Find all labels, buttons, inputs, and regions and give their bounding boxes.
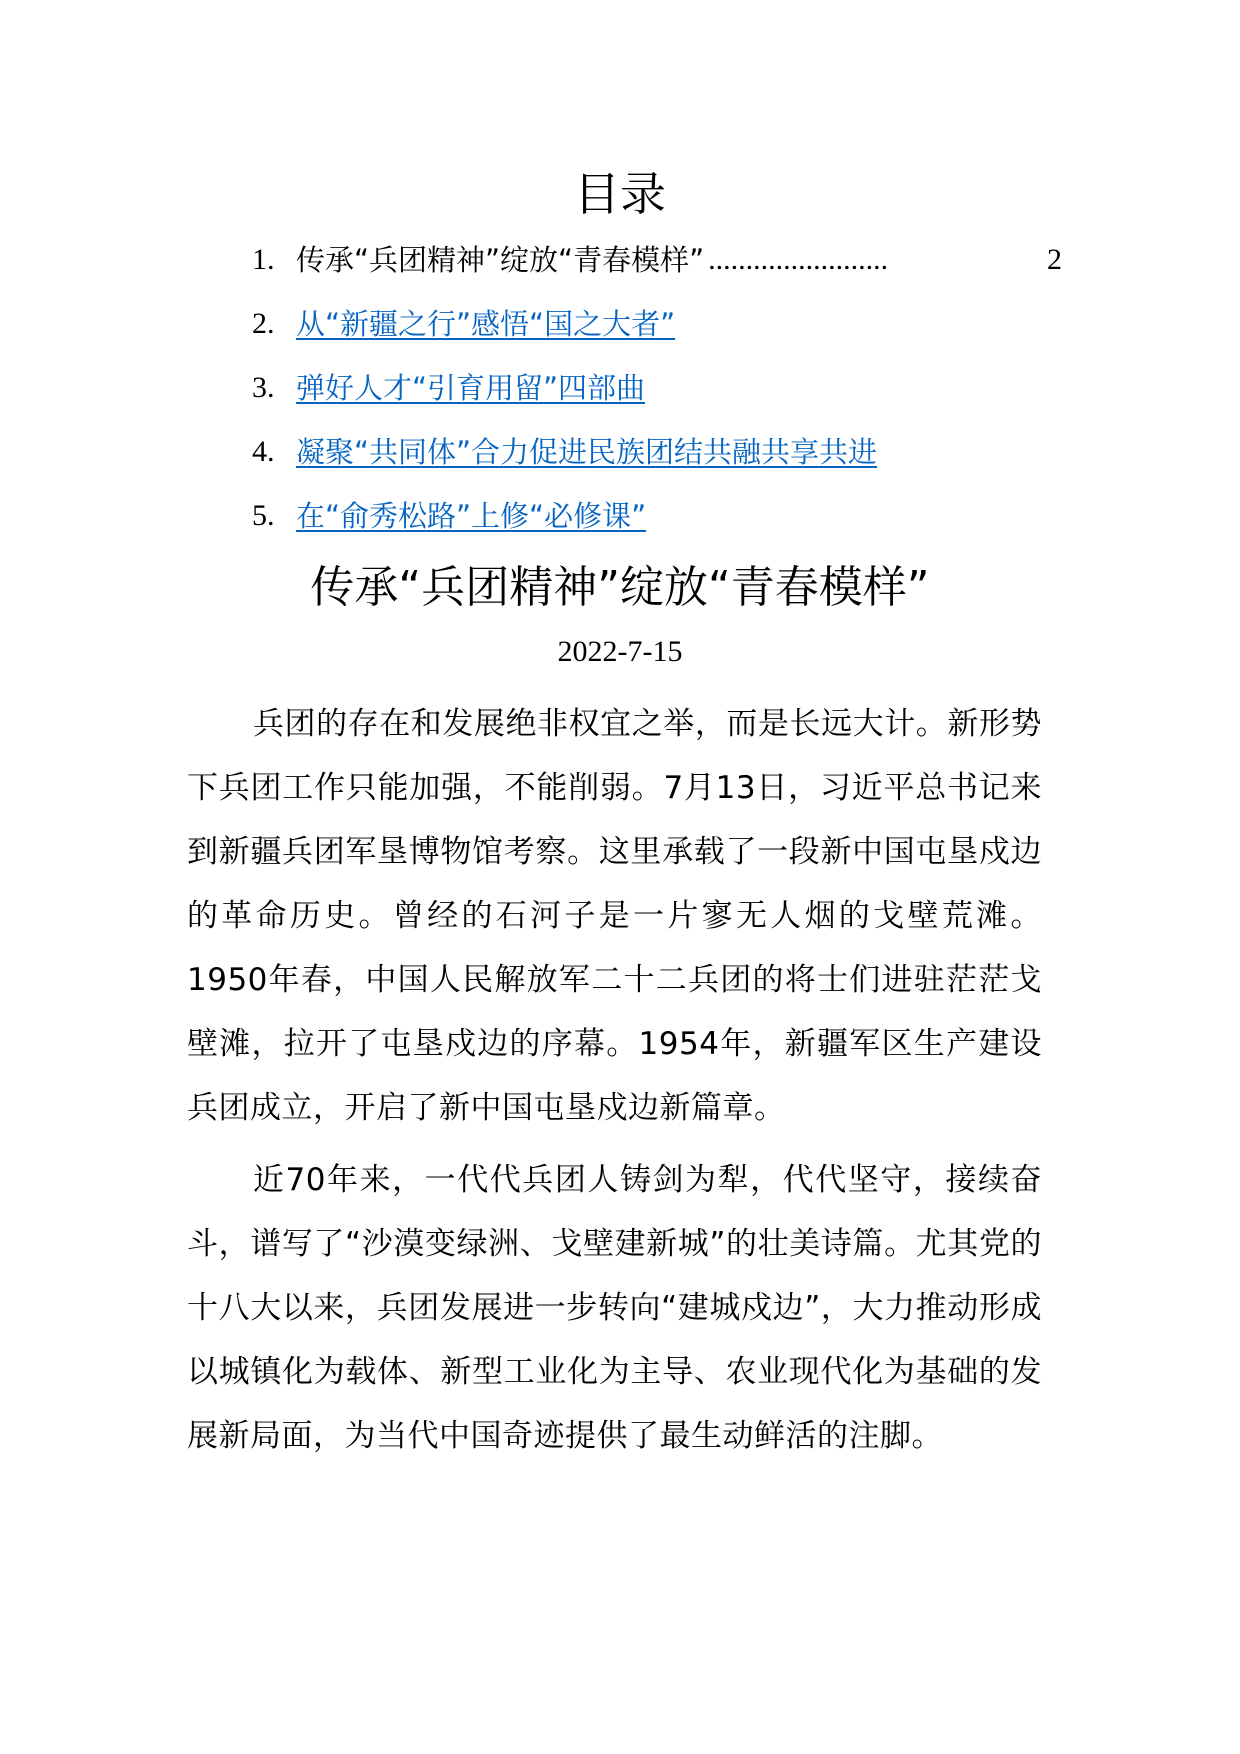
toc-title: 目录 (574, 167, 666, 221)
article-paragraph: 近70年来，一代代兵团人铸剑为犁，代代坚守，接续奋斗，谱写了“沙漠变绿洲、戈壁建新城”的壮美诗篇。尤其党的十八大以来，兵团发展进一步转向“建城戍边”，大力推动形成以城镇化为载体、新型工业化为主导、农业现代化为基础的发展新局面，为当代中国奇迹提供了最生动鲜活的注脚。 (187, 1162, 1042, 1454)
toc-item-4[interactable] (252, 430, 1062, 494)
toc-link[interactable]: 在“俞秀松路”上修“必修课” (296, 499, 647, 533)
toc-link[interactable]: 凝聚“共同体”合力促进民族团结共融共享共进 (296, 435, 878, 469)
toc-item-label: 传承“兵团精神”绽放“青春模样” (296, 243, 705, 277)
toc-leader-dots: ........................ (708, 243, 889, 276)
article-body (187, 692, 1042, 1468)
article-date: 2022-7-15 (557, 635, 683, 668)
toc-item-5[interactable] (252, 494, 1062, 558)
toc-item-number: 4. (252, 435, 275, 468)
toc-item-2[interactable] (252, 302, 1062, 366)
toc-item-number: 2. (252, 307, 275, 340)
toc-item-3[interactable] (252, 366, 1062, 430)
article-title: 传承“兵团精神”绽放“青春模样” (310, 562, 930, 613)
toc-page-number: 2 (1047, 243, 1062, 276)
toc-item-number: 1. (252, 243, 275, 276)
toc-item-number: 3. (252, 371, 275, 404)
toc-item-1[interactable] (252, 238, 1062, 302)
toc-link[interactable]: 弹好人才“引育用留”四部曲 (296, 371, 646, 405)
article-paragraph: 兵团的存在和发展绝非权宜之举，而是长远大计。新形势下兵团工作只能加强，不能削弱。7月13日，习近平总书记来到新疆兵团军垦博物馆考察。这里承载了一段新中国屯垦戍边的革命历史。曾经的石河子是一片寥无人烟的戈壁荒滩。1950年春，中国人民解放军二十二兵团的将士们进驻茫茫戈壁滩，拉开了屯垦戍边的序幕。1954年，新疆军区生产建设兵团成立，开启了新中国屯垦戍边新篇章。 (187, 706, 1042, 1126)
toc-item-number: 5. (252, 499, 275, 532)
toc-link[interactable]: 从“新疆之行”感悟“国之大者” (296, 307, 676, 341)
table-of-contents (252, 238, 1062, 558)
